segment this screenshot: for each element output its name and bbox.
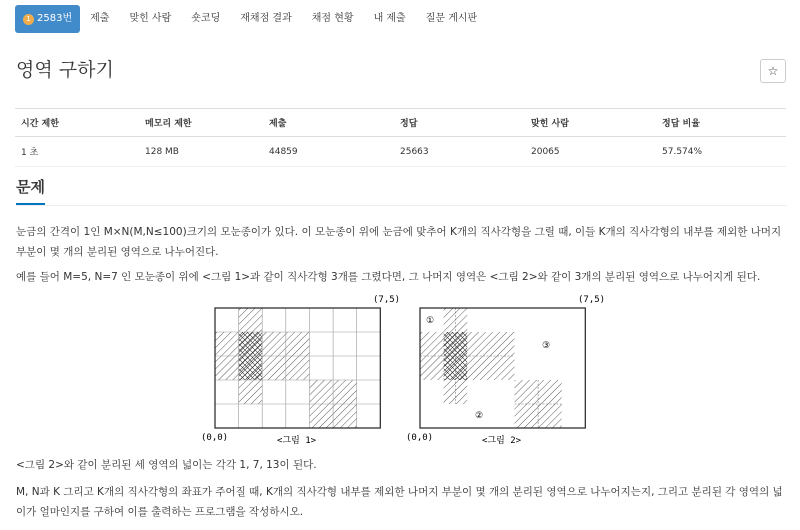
table-header-row xyxy=(15,109,786,137)
figure-1 xyxy=(201,295,400,446)
figure-2 xyxy=(406,295,605,446)
page-title: 영역 구하기 xyxy=(16,59,114,81)
fig1-origin-label: (0,0) xyxy=(201,433,229,443)
star-button[interactable] xyxy=(760,59,786,83)
section-divider xyxy=(16,205,787,206)
tab-rejudge-results[interactable]: 재채점 결과 xyxy=(240,13,292,24)
problem-paragraph-3: <그림 2>와 같이 분리된 세 영역의 넓이는 각각 1, 7, 13이 된다. xyxy=(16,459,317,471)
tab-qna-board[interactable]: 질문 게시판 xyxy=(425,13,478,24)
title-row xyxy=(16,55,786,91)
header-accept-ratio: 정답 비율 xyxy=(656,109,786,137)
region-3-label: ③ xyxy=(542,341,551,351)
tab-problem-number[interactable] xyxy=(15,5,80,33)
header-solvers: 맞힌 사람 xyxy=(525,109,656,137)
value-solvers: 20065 xyxy=(525,137,656,167)
value-accepted: 25663 xyxy=(394,137,525,167)
fig1-caption: <그림 1> xyxy=(277,436,317,446)
tab-solvers[interactable]: 맞힌 사람 xyxy=(129,13,172,24)
table-row xyxy=(15,137,786,167)
header-time-limit: 시간 제한 xyxy=(15,109,139,137)
section-title: 문제 xyxy=(16,176,45,205)
fig2-origin-label: (0,0) xyxy=(406,433,434,443)
problem-paragraph-4: M, N과 K 그리고 K개의 직사각형의 좌표가 주어질 때, K개의 직사각형 내부를 제외한 나머지 부분이 몇 개의 분리된 영역으로 나누어지는지, 그리고 분리된 각 영역의 넓이가 얼마인지를 구하여 이를 출력하는 프로그램을 작성하시오. xyxy=(16,486,783,518)
value-accept-ratio: 57.574% xyxy=(656,137,786,167)
value-time-limit: 1 초 xyxy=(15,137,139,167)
value-submissions: 44859 xyxy=(263,137,394,167)
region-1-label: ① xyxy=(426,316,435,326)
problem-section-header xyxy=(16,176,787,205)
tab-short-coding[interactable]: 숏코딩 xyxy=(191,13,221,24)
value-memory-limit: 128 MB xyxy=(139,137,263,167)
tab-problem-number-label: 2583번 xyxy=(37,13,73,24)
tab-my-submissions[interactable]: 내 제출 xyxy=(373,13,406,24)
problem-info-table xyxy=(15,108,786,167)
fig1-corner-label: (7,5) xyxy=(373,295,401,305)
tab-submit[interactable]: 제출 xyxy=(90,13,110,24)
problem-paragraph-1: 눈금의 간격이 1인 M×N(M,N≤100)크기의 모눈종이가 있다. 이 모눈종이 위에 눈금에 맞추어 K개의 직사각형을 그릴 때, 이들 K개의 직사각형의 내부를 제외한 나머지 부분이 몇 개의 분리된 영역으로 나누어진다. xyxy=(16,226,782,258)
fig2-caption: <그림 2> xyxy=(482,436,522,446)
fig2-corner-label: (7,5) xyxy=(578,295,606,305)
star-icon: ☆ xyxy=(767,64,779,78)
level-badge-icon: 1 xyxy=(23,14,34,25)
problem-figure xyxy=(195,290,615,450)
problem-tabs xyxy=(15,5,487,33)
region-2-label: ② xyxy=(475,411,484,421)
header-memory-limit: 메모리 제한 xyxy=(139,109,263,137)
tab-judge-status[interactable]: 채점 현황 xyxy=(311,13,354,24)
header-accepted: 정답 xyxy=(394,109,525,137)
problem-paragraph-2: 예를 들어 M=5, N=7 인 모눈종이 위에 <그림 1>과 같이 직사각형 3개를 그렸다면, 그 나머지 영역은 <그림 2>와 같이 3개의 분리된 영역으로 나누어지게 된다. xyxy=(16,271,761,283)
header-submissions: 제출 xyxy=(263,109,394,137)
